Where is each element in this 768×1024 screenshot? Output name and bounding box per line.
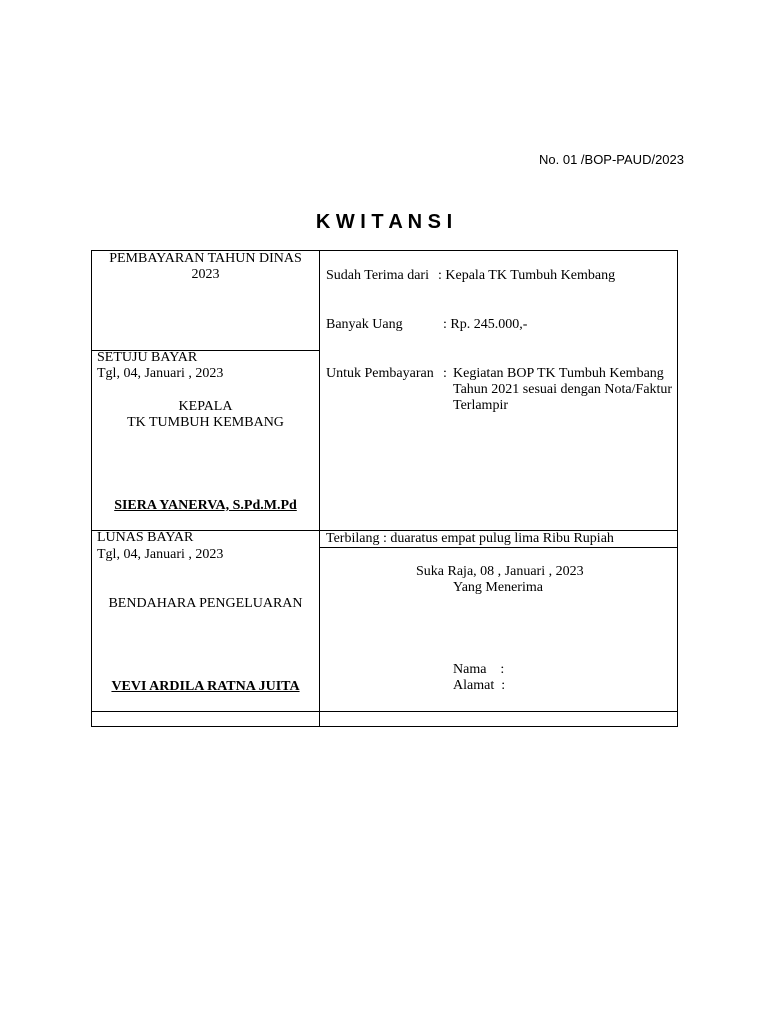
- received-from-value: : Kepala TK Tumbuh Kembang: [438, 268, 616, 283]
- received-from-label: Sudah Terima dari: [326, 268, 429, 283]
- document-number: No. 01 /BOP-PAUD/2023: [539, 152, 684, 167]
- table-border-left: [91, 250, 92, 727]
- approve-date: Tgl, 04, Januari , 2023: [97, 366, 224, 381]
- purpose-label: Untuk Pembayaran: [326, 366, 434, 381]
- table-border-bottom: [91, 726, 678, 727]
- treasurer-name: VEVI ARDILA RATNA JUITA: [111, 679, 300, 694]
- table-divider-right-1: [319, 547, 678, 548]
- purpose-line2: Tahun 2021 sesuai dengan Nota/Faktur: [453, 382, 673, 397]
- receiver-name-label: Nama :: [453, 662, 505, 677]
- table-border-right: [677, 250, 678, 727]
- table-divider-vertical: [319, 250, 320, 727]
- document-title: K W I T A N S I: [315, 211, 453, 233]
- purpose-colon: :: [443, 366, 447, 381]
- paid-date: Tgl, 04, Januari , 2023: [97, 547, 224, 562]
- approve-label: SETUJU BAYAR: [97, 350, 198, 365]
- school-name: TK TUMBUH KEMBANG: [127, 415, 284, 430]
- spelled-amount: Terbilang : duaratus empat pulug lima Ribu Rupiah: [326, 531, 614, 546]
- treasurer-title: BENDAHARA PENGELUARAN: [108, 596, 303, 611]
- amount-value: : Rp. 245.000,-: [443, 317, 528, 332]
- paid-label: LUNAS BAYAR: [97, 530, 194, 545]
- receiver-label: Yang Menerima: [453, 580, 543, 595]
- head-title: KEPALA: [178, 399, 233, 414]
- payment-year-line2: 2023: [191, 267, 220, 282]
- head-name: SIERA YANERVA, S.Pd.M.Pd: [114, 498, 297, 513]
- payment-year-line1: PEMBAYARAN TAHUN DINAS: [109, 251, 302, 266]
- amount-label: Banyak Uang: [326, 317, 403, 332]
- place-date: Suka Raja, 08 , Januari , 2023: [416, 564, 584, 579]
- receiver-address-label: Alamat :: [453, 678, 506, 693]
- purpose-line3: Terlampir: [453, 398, 508, 413]
- purpose-line1: Kegiatan BOP TK Tumbuh Kembang: [453, 366, 664, 381]
- table-divider-bottom-row: [91, 711, 678, 712]
